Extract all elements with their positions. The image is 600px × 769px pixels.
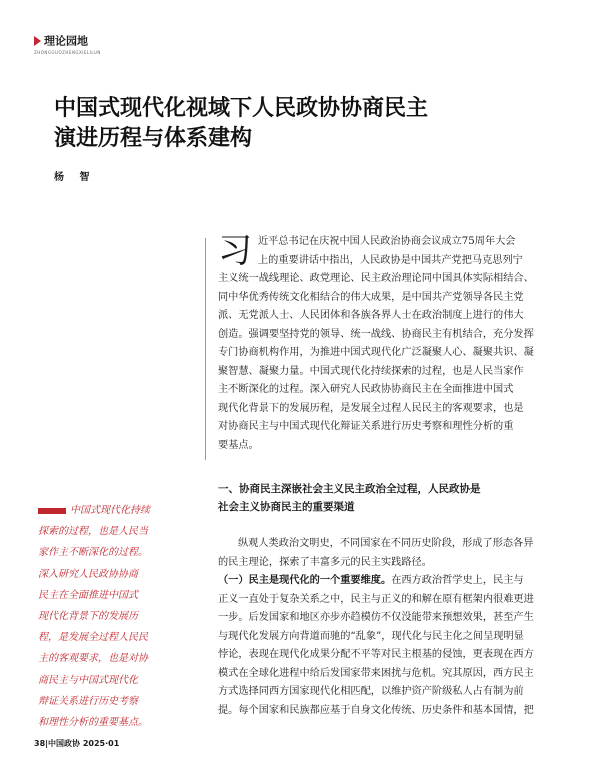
column-divider	[205, 238, 206, 460]
drop-cap: 习	[218, 231, 252, 271]
text-line: 与现代化发展方向背道而驰的“乱象”，现代化与民主化之间呈现明显	[218, 630, 524, 642]
paragraph-1	[218, 233, 568, 455]
text-line: 提。每个国家和民族都应基于自身文化传统、历史条件和基本国情，把	[218, 704, 534, 716]
triangle-icon	[34, 36, 41, 46]
subheading-lead: （一）民主是现代化的一个重要维度。	[218, 575, 392, 586]
pullquote-line: 商民主与中国式现代化	[38, 674, 138, 686]
text-line: 派、无党派人士、人民团体和各族各界人士在政治制度上进行的伟大	[218, 310, 524, 321]
pullquote-line: 主的客观要求，也是对协	[38, 653, 148, 665]
title-line-1: 中国式现代化视域下人民政协协商民主	[54, 96, 429, 121]
section-heading-1	[218, 480, 568, 516]
paragraph-2	[218, 535, 568, 572]
pullquote-line: 深入研究人民政协协商	[38, 568, 138, 580]
text-line: 上的重要讲话中指出，人民政协是中国共产党把马克思列宁	[258, 254, 523, 266]
section-title: 理论园地	[44, 34, 88, 48]
section-tag	[34, 30, 101, 55]
section-pinyin: ZHONGGUOZHENGXIELILUN	[34, 50, 101, 55]
text-line: 模式在全球化进程中给后发国家带来困扰与危机。究其原因，西方民主	[218, 667, 534, 679]
title-line-2: 演进历程与体系建构	[54, 126, 253, 151]
pullquote-bar	[38, 508, 66, 514]
pull-quote	[38, 500, 188, 733]
text-line: 主不断深化的过程。深入研究人民政协协商民主在全面推进中国式	[218, 384, 514, 395]
text-line: 要基点。	[218, 439, 259, 451]
text-line: 正义一直处于复杂关系之中，民主与正义的和解在原有框架内很难更进	[218, 593, 534, 605]
text-line: 近平总书记在庆祝中国人民政治协商会议成立75周年大会	[258, 236, 516, 247]
text-line	[218, 572, 568, 591]
text-line: 方式选择同西方国家现代化相匹配，以维护资产阶级私人占有制为前	[218, 686, 524, 697]
text-line: 的民主理论，探索了丰富多元的民主实践路径。	[218, 556, 432, 568]
heading-line-2: 社会主义协商民主的重要渠道	[218, 501, 355, 513]
pullquote-line: 探索的过程，也是人民当	[38, 526, 148, 538]
text-line: 一步。后发国家和地区亦步亦趋模仿不仅没能带来预想效果，甚至产生	[218, 612, 534, 623]
article-title	[54, 94, 574, 154]
heading-line-1: 一、协商民主深嵌社会主义民主政治全过程，人民政协是	[218, 483, 481, 495]
text-line: 对协商民主与中国式现代化辩证关系进行历史考察和理性分析的重	[218, 421, 514, 432]
text-line: 专门协商机构作用，为推进中国式现代化广泛凝聚人心、凝聚共识、凝	[218, 347, 534, 358]
pullquote-line: 和理性分析的重要基点。	[38, 716, 148, 728]
text-line: 现代化背景下的发展历程，是发展全过程人民民主的客观要求，也是	[218, 402, 524, 414]
text-line: 悖论，表现在现代化成果分配不平等对民主根基的侵蚀，更表现在西方	[218, 649, 534, 660]
paragraph-3	[218, 572, 568, 720]
text-line: 聚智慧、凝聚力量。中国式现代化持续探索的过程，也是人民当家作	[218, 365, 524, 377]
text-run: 在西方政治哲学史上，民主与	[391, 575, 524, 586]
text-line: 纵观人类政治文明史，不同国家在不同历史阶段，形成了形态各异	[238, 538, 534, 549]
pullquote-text: 中国式现代化持续	[70, 505, 150, 516]
pullquote-line: 家作主不断深化的过程。	[38, 547, 148, 559]
pullquote-line: 民主在全面推进中国式	[38, 589, 138, 601]
pullquote-line	[38, 500, 188, 521]
pullquote-line: 辩证关系进行历史考察	[38, 695, 138, 707]
pullquote-line: 现代化背景下的发展历	[38, 610, 138, 622]
pullquote-line: 程，是发展全过程人民民	[38, 632, 148, 644]
text-line: 创造。强调要坚持党的领导、统一战线、协商民主有机结合，充分发挥	[218, 328, 534, 340]
text-line: 同中华优秀传统文化相结合的伟大成果，是中国共产党领导各民主党	[218, 291, 524, 303]
page-footer: 38|中国政协 2025·01	[34, 739, 120, 748]
author-name: 杨 智	[54, 172, 96, 183]
text-line: 主义统一战线理论、政党理论、民主政治理论同中国具体实际相结合、	[218, 273, 534, 284]
